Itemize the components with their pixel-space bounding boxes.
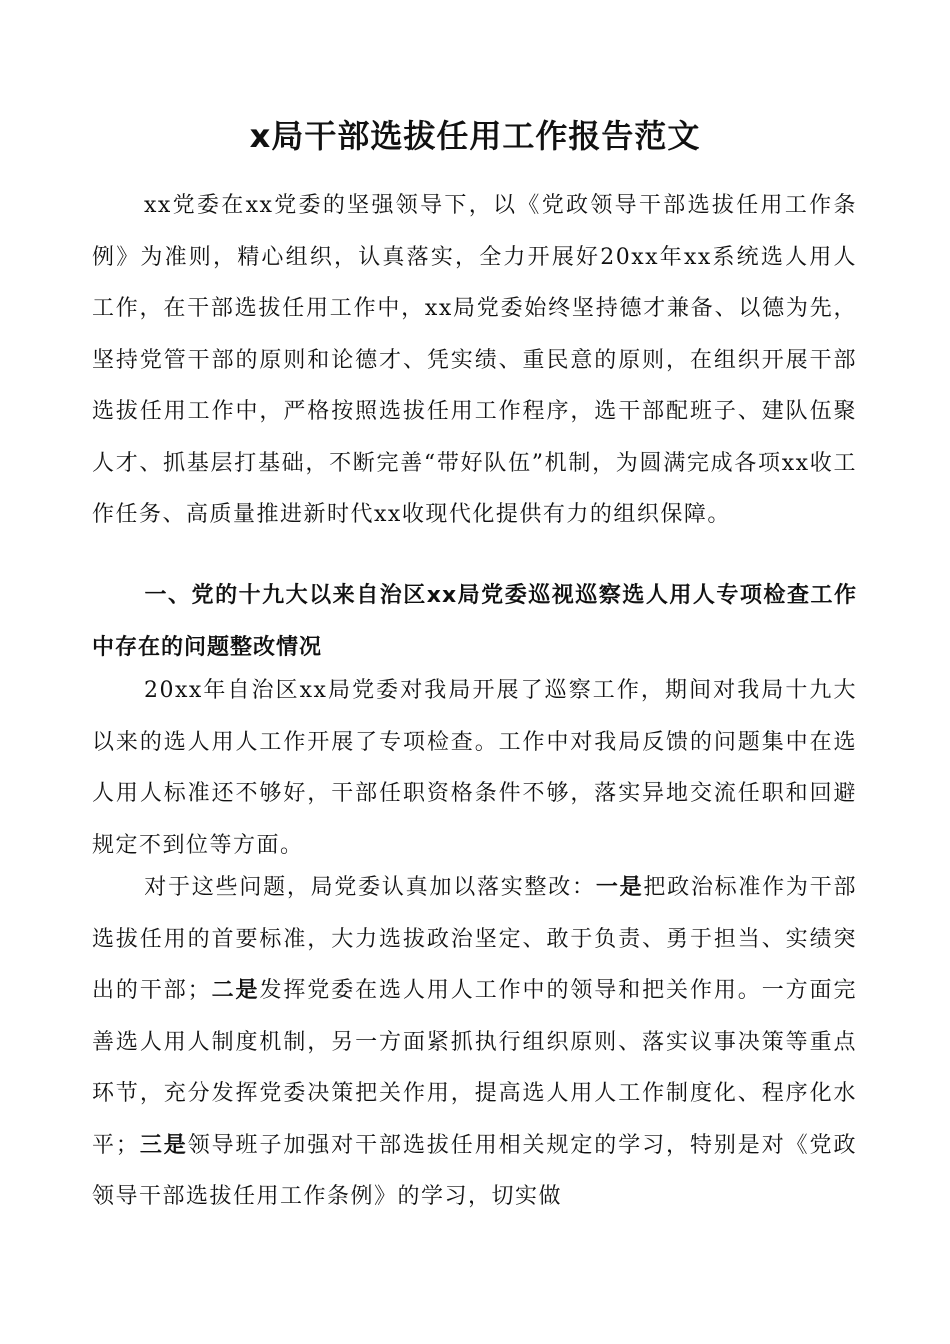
point-3-text: 领导班子加强对干部选拔任用相关规定的学习，特别是对《党政领导干部选拔任用工作条例》的学习，切实做 (92, 1132, 857, 1209)
document-title: x局干部选拔任用工作报告范文 (249, 117, 701, 155)
intro-paragraph-text: xx党委在xx党委的坚强领导下，以《党政领导干部选拔任用工作条例》为准则，精心组织，认真落实，全力开展好20xx年xx系统选人用人工作，在干部选拔任用工作中，xx局党委始终坚持德才兼备、以德为先，坚持党管干部的原则和论德才、凭实绩、重民意的原则，在组织开展干部选拔任用工作中，严格按照选拔任用工作程序，选干部配班子、建队伍聚人才、抓基层打基础，不断完善“带好队伍”机制，为圆满完成各项xx收工作任务、高质量推进新时代xx收现代化提供有力的组织保障。 (92, 193, 857, 527)
point-2-text: 发挥党委在选人用人工作中的领导和把关作用。一方面完善选人用人制度机制，另一方面紧抓执行组织原则、落实议事决策等重点环节，充分发挥党委决策把关作用，提高选人用人工作制度化、程序化水平； (92, 978, 857, 1158)
rectification-intro: 对于这些问题，局党委认真加以落实整改： (144, 875, 596, 900)
section-heading-text: 一、党的十九大以来自治区xx局党委巡视巡察选人用人专项检查工作中存在的问题整改情况 (92, 583, 857, 660)
point-3-label: 三是 (139, 1132, 188, 1158)
intro-paragraph (92, 180, 857, 541)
section-heading (92, 570, 857, 673)
inspection-paragraph (92, 665, 857, 871)
inspection-paragraph-text: 20xx年自治区xx局党委对我局开展了巡察工作，期间对我局十九大以来的选人用人工作开展了专项检查。工作中对我局反馈的问题集中在选人用人标准还不够好，干部任职资格条件不够，落实异地交流任职和回避规定不到位等方面。 (92, 678, 857, 858)
point-1-label: 一是 (595, 875, 644, 900)
point-2-label: 二是 (211, 978, 260, 1003)
point-1-text: 把政治标准作为干部选拔任用的首要标准，大力选拔政治坚定、敢于负责、勇于担当、实绩突出的干部； (92, 875, 857, 1003)
rectification-paragraph (92, 862, 857, 1223)
